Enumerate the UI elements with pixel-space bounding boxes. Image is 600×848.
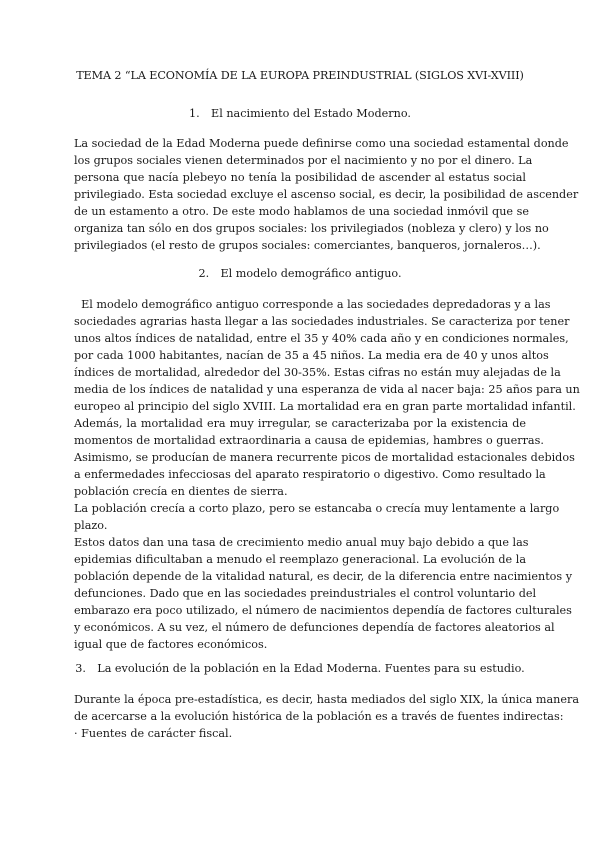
paragraph-2-line: embarazo era poco utilizado, el número de nacimientos dependía de factores culturales [74,604,572,617]
paragraph-2-line: europeo al principio del siglo XVIII. La mortalidad era en gran parte mortalidad infantil. [74,400,576,413]
paragraph-2-line: a enfermedades infecciosas del aparato respiratorio o digestivo. Como resultado la [74,468,546,481]
paragraph-2-line: sociedades agrarias hasta llegar a las sociedades industriales. Se caracteriza por tener [74,315,570,328]
paragraph-2-line: La población crecía a corto plazo, pero se estancaba o crecía muy lentamente a largo [74,502,560,515]
paragraph-2-line: epidemias dificultaban a menudo el reemplazo generacional. La evolución de la [74,553,526,566]
document-title: TEMA 2 “LA ECONOMÍA DE LA EUROPA PREINDUSTRIAL (SIGLOS XVI-XVIII) [76,69,524,82]
section-2-title: El modelo demográfico antiguo. [220,267,402,280]
paragraph-2-line: Además, la mortalidad era muy irregular, se caracterizaba por la existencia de [74,417,526,430]
paragraph-2-line: Asimismo, se producían de manera recurrente picos de mortalidad estacionales debidos [74,451,575,464]
paragraph-2-line: momentos de mortalidad extraordinaria a causa de epidemias, hambres o guerras. [74,434,544,447]
paragraph-2-line: igual que de factores económicos. [74,638,268,651]
paragraph-1-line: La sociedad de la Edad Moderna puede definirse como una sociedad estamental donde [74,137,569,150]
paragraph-2-line: media de los índices de natalidad y una esperanza de vida al nacer baja: 25 años para un [74,383,580,396]
paragraph-2-line: defunciones. Dado que en las sociedades preindustriales el control voluntario del [74,587,537,600]
section-3-title: La evolución de la población en la Edad Moderna. Fuentes para su estudio. [97,662,525,675]
paragraph-3-line: de acercarse a la evolución histórica de la población es a través de fuentes indirectas: [74,710,564,723]
section-1-title: El nacimiento del Estado Moderno. [211,107,411,120]
paragraph-2-line: por cada 1000 habitantes, nacían de 35 a 45 niños. La media era de 40 y unos altos [74,349,549,362]
section-1-heading [0,107,600,120]
paragraph-2-line: unos altos índices de natalidad, entre el 35 y 40% cada año y en condiciones normales, [74,332,569,345]
paragraph-2-line: población depende de la vitalidad natural, es decir, de la diferencia entre nacimientos y [74,570,573,583]
paragraph-1-line: los grupos sociales vienen determinados por el nacimiento y no por el dinero. La [74,154,533,167]
section-3-number: 3. [75,662,86,675]
paragraph-3-line: Durante la época pre-estadística, es decir, hasta mediados del siglo XIX, la única manera [74,693,580,706]
paragraph-1-line: persona que nacía plebeyo no tenía la posibilidad de ascender al estatus social [74,171,526,184]
section-3-heading [0,662,600,675]
paragraph-1-line: privilegiados (el resto de grupos sociales: comerciantes, banqueros, jornaleros…). [74,239,541,252]
paragraph-2-line: población crecía en dientes de sierra. [74,485,288,498]
paragraph-2-line: índices de mortalidad, alrededor del 30-35%. Estas cifras no están muy alejadas de la [74,366,561,379]
paragraph-1-line: privilegiado. Esta sociedad excluye el ascenso social, es decir, la posibilidad de ascender [74,188,579,201]
paragraph-1-line: de un estamento a otro. De este modo hablamos de una sociedad inmóvil que se [74,205,529,218]
section-2-heading [0,267,600,280]
paragraph-2-line: y económicos. A su vez, el número de defunciones dependía de factores aleatorios al [74,621,555,634]
paragraph-2-line: El modelo demográfico antiguo corresponde a las sociedades depredadoras y a las [74,298,551,311]
section-2-number: 2. [198,267,210,280]
section-1-number: 1. [189,107,200,120]
paragraph-1-line: organiza tan sólo en dos grupos sociales: los privilegiados (nobleza y clero) y los no [74,222,549,235]
paragraph-2-line: Estos datos dan una tasa de crecimiento medio anual muy bajo debido a que las [74,536,529,549]
paragraph-2-line: plazo. [74,519,108,532]
paragraph-3-line: · Fuentes de carácter fiscal. [74,727,233,740]
